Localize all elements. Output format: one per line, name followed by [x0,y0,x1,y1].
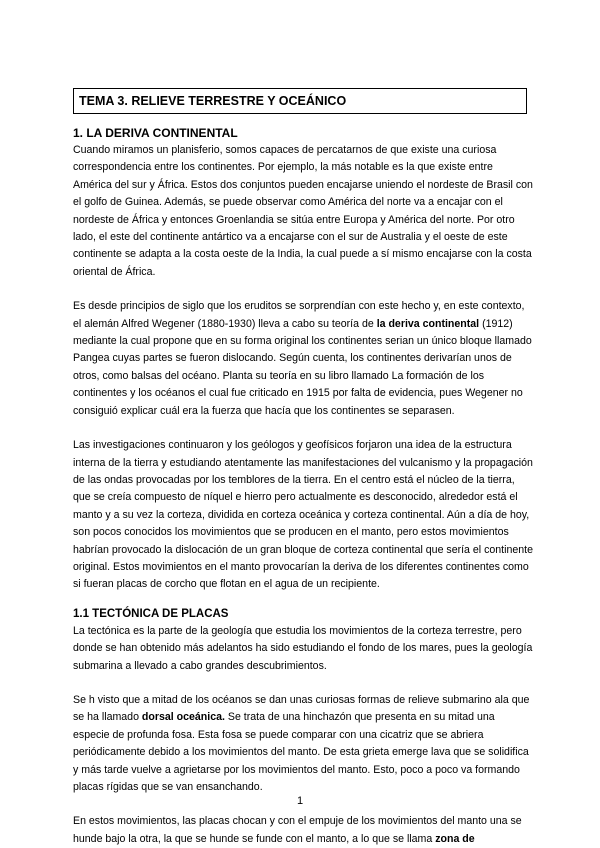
page-number: 1 [296,795,304,807]
section-heading-tectonica: 1.1 TECTÓNICA DE PLACAS [73,607,229,620]
paragraph: Las investigaciones continuaron y los geólogos y geofísicos forjaron una idea de la estructura interna de la tierra y estudiando atentamente las manifestaciones del vulcanismo y la propagación de las ondas provocadas por los temblores de la tierra. En el centro está el núcleo de la tierra, que se creía compuesto de níquel e hierro pero actualmente es desconocido, alrededor está el manto y a su vez la corteza, dividida en corteza oceánica y corteza continental. Aún a día de hoy, son pocos conocidos los movimientos que se producen en el manto, pero estos movimientos habrían provocado la dislocación de un gran bloque de corteza continental que sería el continente original. Estos movimientos en el manto provocarían la deriva de los diferentes continentes como si fueran placas de corcho que flotan en el agua de un recipiente. [73,439,533,591]
paragraph [73,813,533,848]
paragraph [73,692,533,796]
paragraph [73,298,533,420]
paragraph-text: En estos movimientos, las placas chocan y con el empuje de los movimientos del manto una se hunde bajo la otra, la que se hunde se funde con el manto, a lo que se llama [73,815,522,845]
paragraph: Cuando miramos un planisferio, somos capaces de percatarnos de que existe una curiosa correspondencia entre los continentes. Por ejemplo, la más notable es la que existe entre América del sur y África. Estos dos conjuntos pueden encajarse uniendo el nordeste de Brasil con el golfo de Guinea. Además, se puede observar como América del norte va a encajar con el nordeste de África y entonces Groenlandia se sitúa entre Europa y América del norte. Por otro lado, el este del continente antártico va a encajarse con el sur de Australia y el oeste de este continente se adapta a la costa oeste de la India, la cual puede a sí mismo encajarse con la costa oriental de África. [73,144,533,278]
paragraph-text: Se h visto que a mitad de los océanos se dan unas curiosas formas de relieve submarino ala que se ha llamado [73,693,530,724]
bold-term: dorsal oceánica. [141,711,225,724]
paragraph-text: Se trata de una hinchazón que presenta en su mitad una especie de profunda fosa. Esta fosa se puede comparar con una cicatriz que se abriera periódicamente debido a los movimientos del manto. De esta grieta emerge lava que se solidifica y más tarde vuelve a agrietarse por los movimientos del manto. Esto, poco a poco va formando placas rígidas que se van ensanchando. [73,711,529,793]
bold-term: zona de [435,832,475,845]
document-body [73,125,533,848]
paragraph-text: Es desde principios de siglo que los eruditos se sorprendían con este hecho y, en este contexto, el alemán Alfred Wegener (1880-1930) lleva a cabo su teoría de [73,300,525,330]
section-heading-deriva: 1. LA DERIVA CONTINENTAL [73,126,238,140]
page-title: TEMA 3. RELIEVE TERRESTRE Y OCEÁNICO [73,88,527,114]
paragraph-text: (1912) mediante la cual propone que en su forma original los continentes serian un único bloque llamado Pangea cuyas partes se fueron dislocando. Según cuenta, los continentes derivarían unos de otros, como balsas del océano. Planta su teoría en su libro llamado La formación de los continentes y los océanos el cual fue criticado en 1915 por falta de evidencia, pues Wegener no consiguió explicar cuál era la fuerza que hacía que los continentes se separasen. [73,317,532,417]
bold-term: la deriva continental [376,317,480,330]
paragraph: La tectónica es la parte de la geología que estudia los movimientos de la corteza terrestre, pero donde se han obtenido más adelantos ha sido estudiando el fondo de los mares, pues la geología submarina a llevado a cabo grandes descubrimientos. [73,624,533,672]
